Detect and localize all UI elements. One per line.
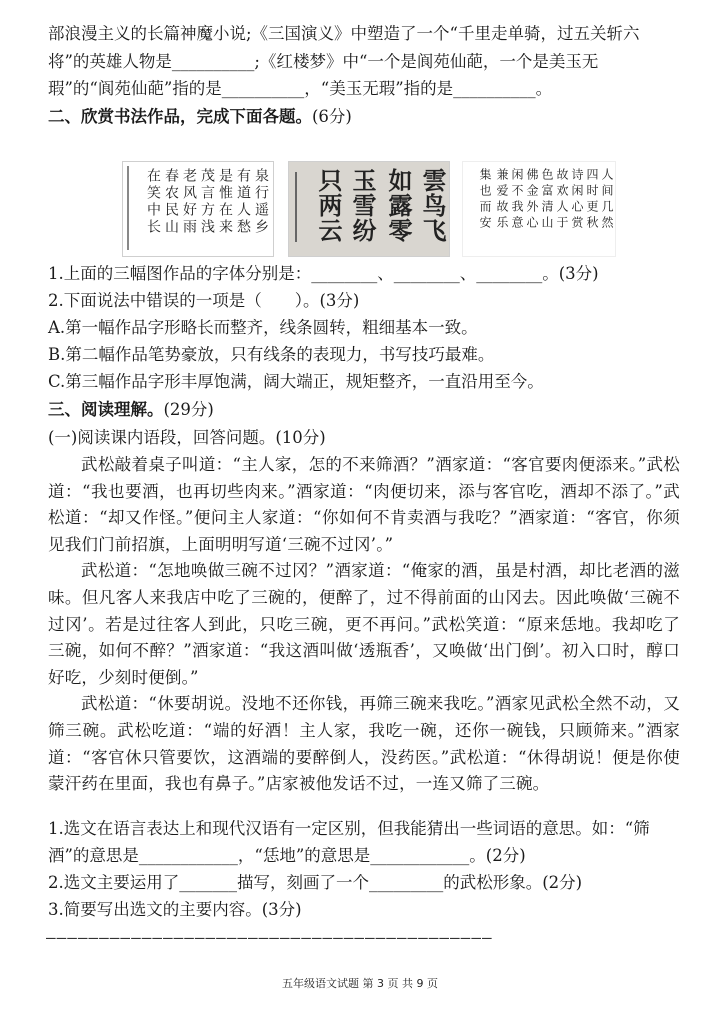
calligraphy-column: 闲不我意	[510, 168, 524, 232]
calligraphy-image-2	[288, 161, 450, 257]
calligraphy-column: 老风好雨	[181, 168, 197, 236]
calligraphy-column: 春农民山	[163, 168, 179, 236]
option-b: B.第二幅作品笔势豪放，只有线条的表现力，书写技巧最难。	[48, 345, 495, 364]
calligraphy-column: 故欢人于	[555, 168, 569, 232]
calligraphy-column: 只两云	[314, 168, 343, 243]
section-2-heading	[48, 105, 680, 129]
question-3-2: 2.选文主要运用了_______描写，刻画了一个_________的武松形象。(2分)	[48, 873, 583, 892]
calligraphy-column: 色富清山	[540, 168, 554, 232]
passage-paragraph: 武松道：“怎地唤做三碗不过冈？”酒家道：“俺家的酒，虽是村酒，却比老酒的滋味。但凡客人来我店中吃了三碗的，便醉了，过不得前面的山冈去。因此唤做‘三碗不过冈’。若是过往客人到此，只吃三碗，更不再问。”武松笑道：“原来恁地。我却吃了三碗，如何不醉？”酒家道：“我这酒叫做‘透瓶香’，又唤做‘出门倒’。初入口时，醇口好吃，少刻时便倒。”	[48, 561, 680, 687]
signature-column	[295, 172, 297, 242]
passage-paragraph: 武松敲着桌子叫道：“主人家，怎的不来筛酒？”酒家道：“客官要肉便添来。”武松道：“我也要酒，也再切些肉来。”酒家道：“肉便切来，添与客官吃，酒却不添了。”武松道：“却又作怪。”便问主人家道：“你如何不肯卖酒与我吃？”酒家道：“客官，你须见我们门前招旗，上面明明写道‘三碗不过冈’。”	[48, 455, 680, 554]
option-c: C.第三幅作品字形丰厚饱满，阔大端正，规矩整齐，一直沿用至今。	[48, 372, 544, 391]
calligraphy-image-3	[462, 161, 616, 257]
calligraphy-column: 雲鸟飞	[418, 168, 447, 243]
seal-column	[127, 166, 129, 250]
section-3-score: (29分)	[163, 400, 214, 419]
reading-passage	[48, 452, 680, 798]
text-line-2: 将”的英雄人物是__________;《红楼梦》中“一个是阆苑仙葩，一个是美玉无	[48, 52, 599, 71]
calligraphy-column: 是惟在来	[217, 168, 233, 236]
page-footer: 五年级语文试题 第 3 页 共 9 页	[282, 977, 438, 990]
section-2-title: 二、欣赏书法作品，完成下面各题。	[48, 107, 312, 126]
question-3-1-line-1: 1.选文在语言表达上和现代汉语有一定区别，但我能猜出一些词语的意思。如：“筛	[48, 819, 650, 838]
text-line-3: 瑕”的“阆苑仙葩”指的是__________，“美玉无瑕”指的是__________。	[48, 79, 553, 98]
calligraphy-column: 兼爱故乐	[495, 168, 509, 232]
text-line-1: 部浪漫主义的长篇神魔小说;《三国演义》中塑造了一个“千里走单骑，过五关斩六	[48, 24, 640, 43]
calligraphy-column: 四时更秋	[585, 168, 599, 232]
section-2-score: (6分)	[312, 107, 352, 126]
calligraphy-column: 诗闲心赏	[570, 168, 584, 232]
calligraphy-image-1	[122, 161, 274, 257]
question-2-2: 2.下面说法中错误的一项是（ ）。(3分)	[48, 291, 360, 310]
subsection-1-heading: (一)阅读课内语段，回答问题。(10分)	[48, 428, 326, 447]
calligraphy-column: 泉行遥乡	[253, 168, 269, 236]
calligraphy-column: 如露零	[384, 168, 413, 243]
section-3-title: 三、阅读理解。	[48, 400, 164, 419]
option-a: A.第一幅作品字形略长而整齐，线条圆转，粗细基本一致。	[48, 318, 478, 337]
calligraphy-column: 人间几然	[600, 168, 614, 232]
section-3-heading	[48, 398, 680, 422]
question-3-1-line-2: 酒”的意思是____________，“恁地”的意思是____________。(2分)	[48, 846, 526, 865]
calligraphy-column: 在笑中长	[145, 168, 161, 236]
calligraphy-column: 有道人愁	[235, 168, 251, 236]
calligraphy-column: 茂言方浅	[199, 168, 215, 236]
answer-line: ——————————————————————————————————————————	[46, 928, 493, 947]
calligraphy-column: 玉雪纷	[348, 168, 377, 243]
calligraphy-column: 集也而安	[478, 168, 492, 232]
question-3-3: 3.简要写出选文的主要内容。(3分)	[48, 900, 302, 919]
calligraphy-images	[122, 161, 614, 255]
question-2-1: 1.上面的三幅图作品的字体分别是：________、________、________。(3分)	[48, 264, 599, 283]
calligraphy-column: 佛金外心	[525, 168, 539, 232]
passage-paragraph: 武松道：“休要胡说。没地不还你钱，再筛三碗来我吃。”酒家见武松全然不动，又筛三碗。武松吃道：“端的好酒！主人家，我吃一碗，还你一碗钱，只顾筛来。”酒家道：“客官休只管要饮，这酒端的要醉倒人，没药医。”武松道：“休得胡说！便是你使蒙汗药在里面，我也有鼻子。”店家被他发话不过，一连又筛了三碗。	[48, 694, 680, 794]
